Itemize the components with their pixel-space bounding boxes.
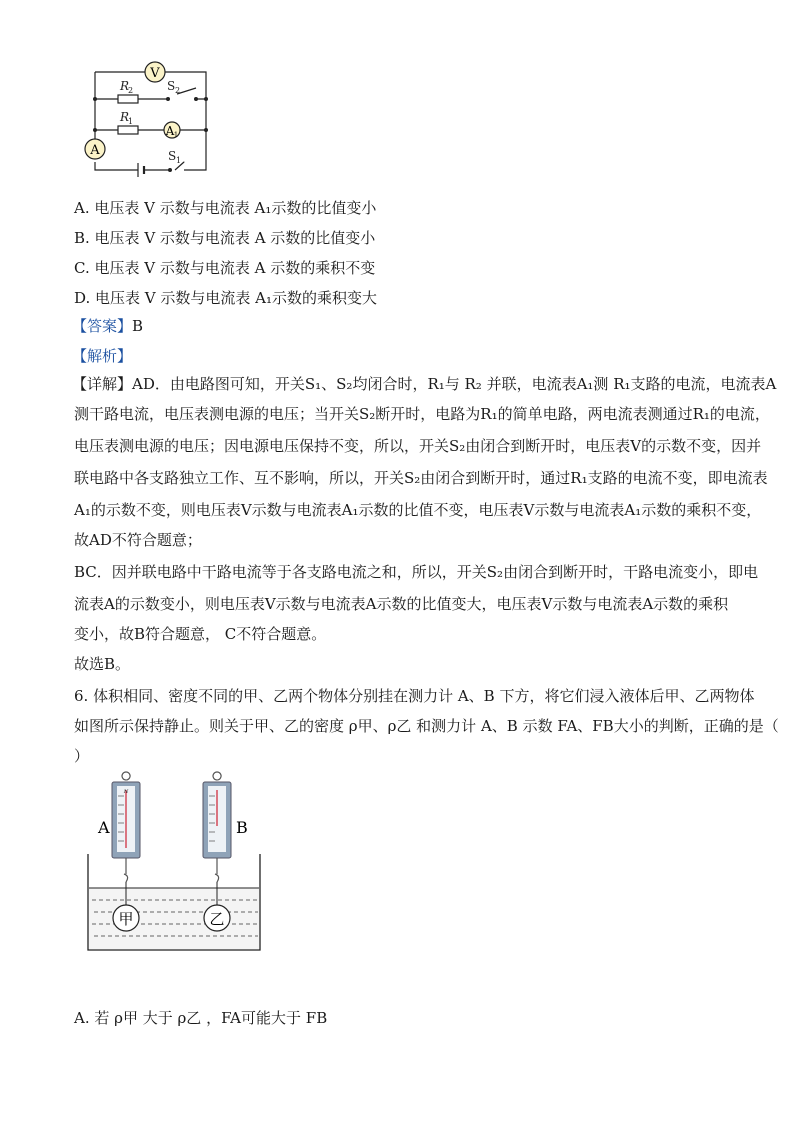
- label-r2: R: [120, 79, 130, 93]
- q6-line-2: 如图所示保持静止。则关于甲、乙的密度 ρ甲、ρ乙 和测力计 A、B 示数 FA、FB大小的判断，正确的是（: [74, 717, 779, 735]
- label-s1: S: [168, 149, 177, 163]
- q5-option-b: B. 电压表 V 示数与电流表 A 示数的比值变小: [74, 229, 376, 247]
- q6-option-a: A. 若 ρ甲 大于 ρ乙 ，FA可能大于 FB: [74, 1009, 328, 1027]
- detail-line-1: 【详解】AD．由电路图可知，开关S₁、S₂均闭合时，R₁与 R₂ 并联，电流表A₁测 R₁支路的电流，电流表A: [72, 375, 777, 393]
- bc-line-1: BC．因并联电路中干路电流等于各支路电流之和，所以，开关S₂由闭合到断开时，干路电流变小，即电: [74, 563, 759, 581]
- label-r1: R: [120, 110, 130, 124]
- detail-line-5: A₁的示数不变，则电压表V示数与电流表A₁示数的比值不变，电压表V示数与电流表A₁示数的乘积不变，: [74, 501, 762, 519]
- svg-text:甲: 甲: [118, 910, 134, 928]
- bc-line-3: 变小，故B符合题意， C不符合题意。: [74, 625, 327, 643]
- bc-line-2: 流表A的示数变小，则电压表V示数与电流表A示数的比值变大，电压表V示数与电流表A示数的乘积: [74, 595, 729, 613]
- q6-line-1: 6. 体积相同、密度不同的甲、乙两个物体分别挂在测力计 A、B 下方，将它们浸入液体后甲、乙两物体: [74, 687, 755, 705]
- svg-text:A: A: [90, 143, 100, 158]
- svg-text:N: N: [123, 789, 129, 795]
- answer-line: [72, 316, 143, 336]
- choose-line: 故选B。: [74, 655, 131, 673]
- svg-text:2: 2: [128, 86, 134, 95]
- label-scale-a: A: [98, 818, 110, 837]
- ammeter-a: [85, 139, 105, 159]
- svg-text:乙: 乙: [209, 910, 225, 928]
- svg-text:V: V: [150, 66, 160, 81]
- spring-scale-a: [112, 772, 140, 905]
- detail-line-2: 测干路电流，电压表测电源的电压；当开关S₂断开时，电路为R₁的简单电路，两电流表测通过R₁的电流，: [74, 405, 770, 423]
- ammeter-a1: [164, 122, 180, 139]
- q5-option-a: A. 电压表 V 示数与电流表 A₁示数的比值变小: [74, 199, 377, 217]
- q6-line-3: ）: [74, 747, 90, 765]
- detail-line-4: 联电路中各支路独立工作、互不影响，所以，开关S₂由闭合到断开时，通过R₁支路的电流不变，即电流表: [74, 469, 768, 487]
- spring-scale-b: [203, 772, 231, 905]
- label-scale-b: B: [236, 818, 248, 837]
- object-yi: [204, 905, 230, 931]
- answer-value: B: [132, 317, 144, 335]
- svg-text:1: 1: [128, 117, 134, 126]
- detail-line-6: 故AD不符合题意；: [74, 531, 202, 549]
- q5-option-d: D. 电压表 V 示数与电流表 A₁示数的乘积变大: [74, 289, 378, 307]
- q5-option-c: C. 电压表 V 示数与电流表 A 示数的乘积不变: [74, 259, 376, 277]
- spring-scale-figure: [80, 770, 270, 960]
- circuit-diagram: [80, 58, 220, 178]
- svg-text:1: 1: [173, 131, 179, 139]
- answer-label: 【答案】: [72, 317, 133, 335]
- svg-text:A: A: [165, 124, 175, 138]
- voltmeter: [145, 62, 165, 82]
- svg-text:1: 1: [176, 156, 182, 165]
- analysis-label: 【解析】: [72, 347, 133, 365]
- label-s2: S: [167, 79, 176, 93]
- detail-line-3: 电压表测电源的电压；因电源电压保持不变，所以，开关S₂由闭合到断开时，电压表V的示数不变，因并: [74, 437, 762, 455]
- svg-text:2: 2: [175, 86, 181, 95]
- object-jia: [113, 905, 139, 931]
